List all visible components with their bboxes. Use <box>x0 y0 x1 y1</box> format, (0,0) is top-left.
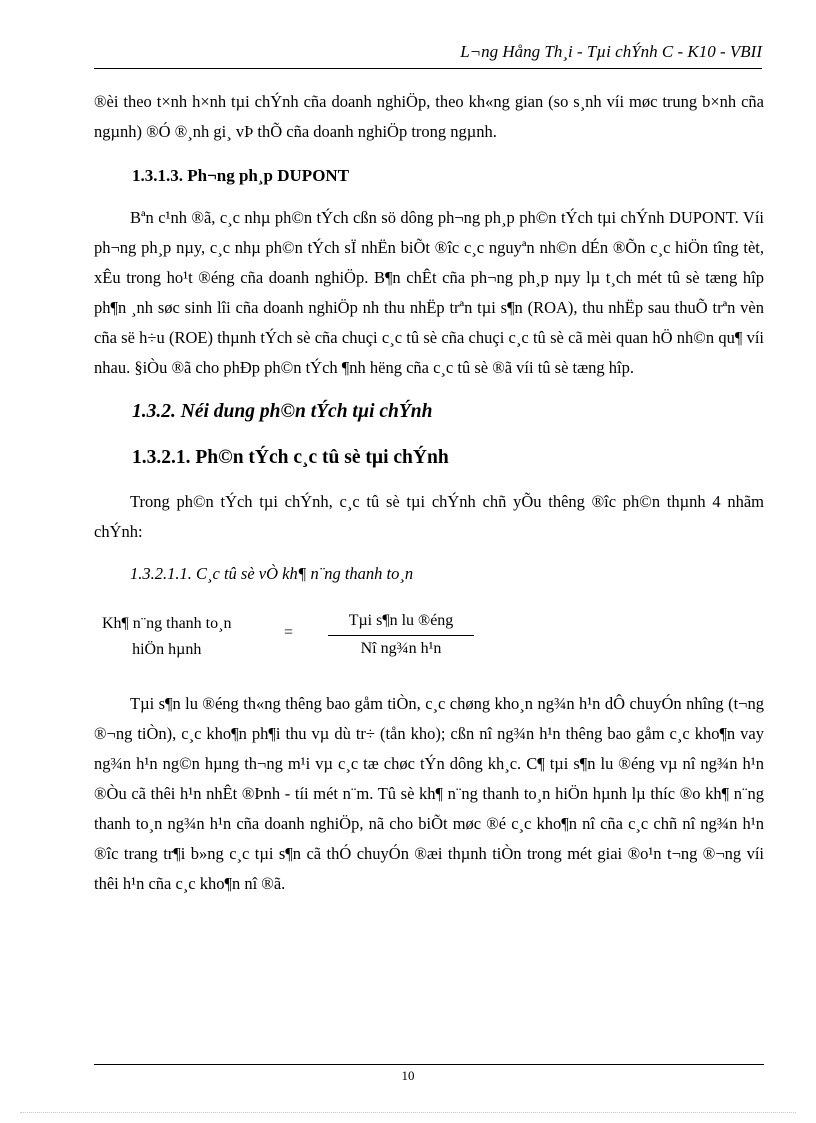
paragraph-dupont: Bªn c¹nh ®ã, c¸c nhµ ph©n tÝch cßn sö dông ph¬ng ph¸p ph©n tÝch tµi chÝnh DUPONT. Víi ph¬ng ph¸p nµy, c¸c nhµ ph©n tÝch sÏ nhËn biÕt ®îc c¸c nguyªn nh©n dÉn ®Õn c¸c hiÖn tîng tèt, xÊu trong ho¹t ®éng cña doanh nghiÖp. B¶n chÊt cña ph¬ng ph¸p nµy lµ t¸ch mét tû sè tæng hîp ph¶n ¸nh søc sinh lîi cña doanh nghiÖp nh thu nhËp trªn tµi s¶n (ROA), thu nhËp sau thuÕ trªn vèn cña së h÷u (ROE) thµnh tÝch sè cña chuçi c¸c tû sè cña chuçi c¸c tû sè cã mèi quan hÖ nh©n qu¶ víi nhau. §iÒu ®ã cho phÐp ph©n tÝch ¶nh hëng cña c¸c tû sè ®ã víi tû sè tæng hîp. <box>94 208 764 377</box>
page-bottom-border <box>20 1112 796 1113</box>
formula-lhs-line2: hiÖn hµnh <box>132 641 202 658</box>
current-ratio-formula <box>94 603 764 665</box>
page-content <box>94 85 764 899</box>
formula-equals-sign: = <box>284 624 294 641</box>
formula-numerator: Tµi s¶n lu ®éng <box>328 609 474 636</box>
paragraph-ratio-groups: Trong ph©n tÝch tµi chÝnh, c¸c tû sè tµi chÝnh chñ yÕu thêng ®îc ph©n thµnh 4 nhãm chÝnh: <box>94 492 764 541</box>
paragraph-current-assets: Tµi s¶n lu ®éng th«ng thêng bao gåm tiÒn, c¸c chøng kho¸n ng¾n h¹n dÔ chuyÓn nhîng (t¬ng ®¬ng tiÒn), c¸c kho¶n ph¶i thu vµ dù tr÷ (tån kho); cßn nî ng¾n h¹n thêng bao gåm c¸c kho¶n vay ng¾n h¹n ng©n hµng th¬ng m¹i vµ c¸c tæ chøc tÝn dông kh¸c. C¶ tµi s¶n lu ®éng vµ nî ng¾n h¹n ®Òu cã thêi h¹n nhÊt ®Þnh - tíi mét n¨m. Tû sè kh¶ n¨ng thanh to¸n hiÖn hµnh lµ thíc ®o kh¶ n¨ng thanh to¸n ng¾n h¹n cña doanh nghiÖp, nã cho biÕt møc ®é c¸c kho¶n nî cña c¸c chñ nî ng¾n h¹n ®îc trang tr¶i b»ng c¸c tµi s¶n cã thÓ chuyÓn ®æi thµnh tiÒn trong mét giai ®o¹n t¬ng ®¬ng víi thêi h¹n cña c¸c kho¶n nî ®ã. <box>94 694 764 893</box>
formula-fraction <box>328 609 474 662</box>
intro-paragraph: ®èi theo t×nh h×nh tµi chÝnh cña doanh nghiÖp, theo kh«ng gian (so s¸nh víi møc trung b×nh cña ngµnh) ®Ó ®¸nh gi¸ vÞ thÕ cña doanh nghiÖp trong ngµnh. <box>94 92 764 141</box>
heading-dupont-method: 1.3.1.3. Ph¬ng ph¸p DUPONT <box>132 166 350 185</box>
heading-liquidity-ratios: 1.3.2.1.1. C¸c tû sè vÒ kh¶ n¨ng thanh to¸n <box>130 564 414 583</box>
footer-divider <box>94 1064 764 1065</box>
formula-lhs <box>102 611 231 663</box>
formula-lhs-line1: Kh¶ n¨ng thanh to¸n <box>102 615 232 632</box>
page-number: 10 <box>401 1068 415 1083</box>
heading-content-analysis: 1.3.2. Néi dung ph©n tÝch tµi chÝnh <box>132 401 433 422</box>
page-header: L¬ng Hång Th¸i - Tµi chÝnh C - K10 - VBII <box>94 38 762 69</box>
formula-denominator: Nî ng¾n h¹n <box>360 640 442 657</box>
heading-ratio-analysis: 1.3.2.1. Ph©n tÝch c¸c tû sè tµi chÝnh <box>132 447 449 468</box>
